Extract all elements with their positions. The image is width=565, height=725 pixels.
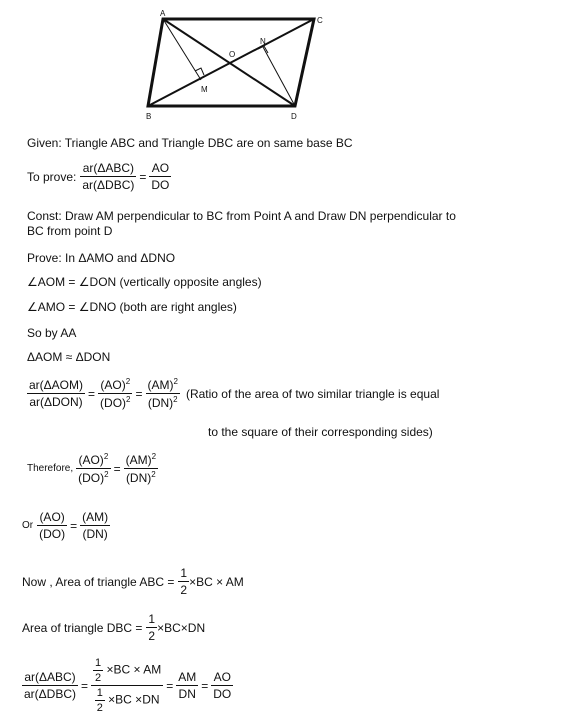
angle-statement-1: ∠AOM = ∠DON (vertically opposite angles) <box>27 275 262 289</box>
given-line: Given: Triangle ABC and Triangle DBC are on same base BC <box>27 136 353 150</box>
compound-fraction: $\frac{1}{2}$ ×BC × AM $\frac{1}{2}$ ×BC ×DN <box>91 657 163 714</box>
ratio-note-1: (Ratio of the area of two similar triangle is equal <box>185 386 440 401</box>
label-d: D <box>291 112 297 121</box>
label-a: A <box>160 9 166 18</box>
right-angle-mark-m <box>195 68 204 75</box>
equals-sign: = <box>139 169 147 184</box>
segment-bc <box>148 19 314 106</box>
area-abc-line: Now , Area of triangle ABC = $\frac{1}{2}$ ×BC × AM <box>22 566 244 597</box>
construction-line-1: Const: Draw AM perpendicular to BC from Point A and Draw DN perpendicular to <box>27 209 456 223</box>
construction-line-2: BC from point D <box>27 224 113 238</box>
perpendicular-dn <box>263 47 295 106</box>
prove-line: Prove: In ΔAMO and ΔDNO <box>27 251 176 265</box>
to-prove-label: To prove: <box>27 169 77 184</box>
ao-do-ratio: $\frac{AO}{DO}$ <box>151 161 170 192</box>
label-n: N <box>260 37 266 46</box>
or-line: Or $\frac{(AO)}{(DO)}$ = $\frac{(AM)}{(DN)}$ <box>22 510 109 541</box>
label-b: B <box>146 112 152 121</box>
to-prove-ratio <box>80 161 136 192</box>
area-ratio-line: $\frac{\text{ar(ΔAOM)}}{\text{ar(ΔDON)}}$ = $\frac{(AO)^2}{(DO)^2}$ = $\frac{(AM)^2}{(DN)^2}$ (Ratio of the area of two similar triangle is equal <box>29 377 440 410</box>
angle-statement-2: ∠AMO = ∠DNO (both are right angles) <box>27 300 237 314</box>
label-o: O <box>229 50 236 59</box>
therefore-line: Therefore, $\frac{(AO)^2}{(DO)^2}$ = $\frac{(AM)^2}{(DN)^2}$ <box>27 452 157 485</box>
label-m: M <box>201 85 208 94</box>
ratio-numerator: ar(ΔABC) <box>80 161 136 177</box>
ratio-note-2: to the square of their corresponding sides) <box>208 425 433 439</box>
label-c: C <box>317 16 323 25</box>
to-prove-line <box>27 161 171 192</box>
similarity-statement: ΔAOM ≈ ΔDON <box>27 350 111 364</box>
ratio-denominator: ar(ΔDBC) <box>82 178 135 192</box>
parallelogram-figure <box>140 6 340 124</box>
final-ratio-line: $\frac{\text{ar(ΔABC)}}{\text{ar(ΔDBC)}}$ = $\frac{1}{2}$ ×BC × AM $\frac{1}{2}$ ×BC ×DN = $\frac{AM}{DN}$ = $\frac{AO}{DO}$ <box>24 657 232 714</box>
so-by-aa: So by AA <box>27 326 77 340</box>
area-dbc-line: Area of triangle DBC = $\frac{1}{2}$ ×BC×DN <box>22 612 206 643</box>
